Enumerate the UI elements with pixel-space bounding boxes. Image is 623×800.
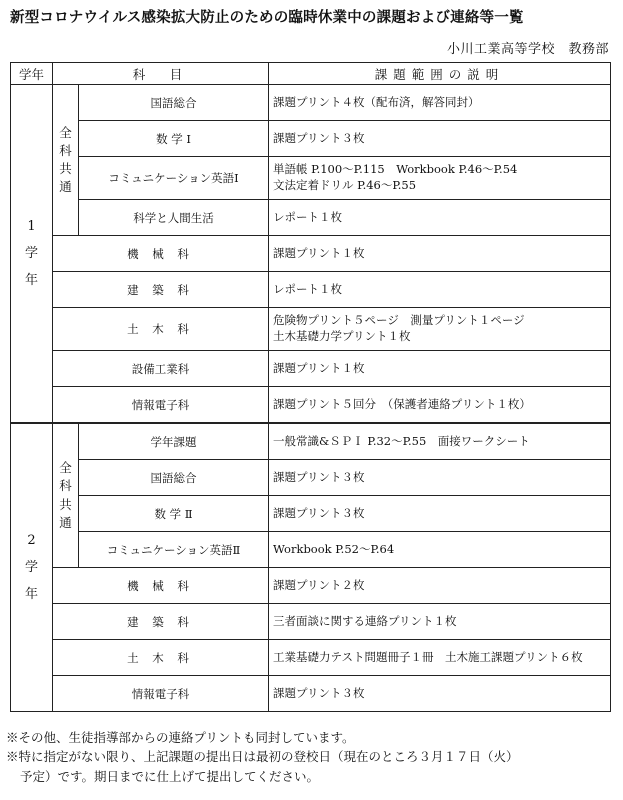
department-name: 機 械 科 <box>53 236 269 272</box>
department-name: 機 械 科 <box>53 568 269 604</box>
table-row <box>11 308 611 351</box>
assignment-table <box>10 62 611 712</box>
department-description: 課題プリント３枚 <box>269 676 611 712</box>
note-1: ※その他、生徒指導部からの連絡プリントも同封しています。 <box>6 730 355 745</box>
subject-name: コミュニケーション英語Ⅱ <box>79 532 269 568</box>
subject-description: 課題プリント３枚 <box>269 496 611 532</box>
table-row <box>11 351 611 387</box>
department-name: 情報電子科 <box>53 387 269 424</box>
page-title: 新型コロナウイルス感染拡大防止のための臨時休業中の課題および連絡等一覧 <box>10 10 524 26</box>
table-row <box>11 676 611 712</box>
grade-2-label: 2 学 年 <box>11 423 53 712</box>
subject-name: コミュニケーション英語Ⅰ <box>79 157 269 200</box>
subject-description: レポート１枚 <box>269 200 611 236</box>
subject-description: 課題プリント３枚 <box>269 121 611 157</box>
note-2-continued: 予定）です。期日までに仕上げて提出してください。 <box>20 768 320 784</box>
table-row <box>11 121 611 157</box>
subject-description: 単語帳 P.100～P.115 Workbook P.46～P.54 文法定着ドリル P.46～P.55 <box>269 157 611 200</box>
note-2: ※特に指定がない限り、上記課題の提出日は最初の登校日（現在のところ３月１７日（火） <box>6 749 519 765</box>
department-description: 三者面談に関する連絡プリント１枚 <box>269 604 611 640</box>
subject-name: 国語総合 <box>79 460 269 496</box>
table-row <box>11 157 611 200</box>
header-description: 課題範囲の説明 <box>269 63 611 85</box>
department-name: 情報電子科 <box>53 676 269 712</box>
subject-name: 国語総合 <box>79 85 269 121</box>
department-name: 土 木 科 <box>53 308 269 351</box>
grade-1-label: 1 学 年 <box>11 85 53 424</box>
department-description: 課題プリント１枚 <box>269 351 611 387</box>
header-subject: 科 目 <box>53 63 269 85</box>
table-row <box>11 460 611 496</box>
department-description: 課題プリント１枚 <box>269 236 611 272</box>
subject-name: 科学と人間生活 <box>79 200 269 236</box>
common-label-2: 全 科 共 通 <box>53 423 79 568</box>
department-name: 建 築 科 <box>53 272 269 308</box>
footnotes <box>6 728 616 786</box>
department-name: 建 築 科 <box>53 604 269 640</box>
table-row <box>11 604 611 640</box>
table-row <box>11 236 611 272</box>
department-name: 土 木 科 <box>53 640 269 676</box>
table-row <box>11 640 611 676</box>
table-row <box>11 423 611 460</box>
header-grade: 学年 <box>11 63 53 85</box>
table-row <box>11 85 611 121</box>
common-label-1: 全 科 共 通 <box>53 85 79 236</box>
subject-name: 数 学 Ⅱ <box>79 496 269 532</box>
issuer: 小川工業高等学校 教務部 <box>446 42 609 57</box>
table-header <box>11 63 611 85</box>
subject-description: 課題プリント３枚 <box>269 460 611 496</box>
subject-name: 数 学 Ⅰ <box>79 121 269 157</box>
table-row <box>11 532 611 568</box>
department-description: 課題プリント２枚 <box>269 568 611 604</box>
department-description: レポート１枚 <box>269 272 611 308</box>
subject-description: 課題プリント４枚（配布済，解答同封） <box>269 85 611 121</box>
table-row <box>11 496 611 532</box>
subject-description: 一般常識&ＳＰＩ P.32～P.55 面接ワークシート <box>269 423 611 460</box>
department-name: 設備工業科 <box>53 351 269 387</box>
department-description: 危険物プリント５ページ 測量プリント１ページ 土木基礎力学プリント１枚 <box>269 308 611 351</box>
department-description: 課題プリント５回分 （保護者連絡プリント１枚） <box>269 387 611 424</box>
subject-description: Workbook P.52～P.64 <box>269 532 611 568</box>
subject-name: 学年課題 <box>79 423 269 460</box>
table-row <box>11 568 611 604</box>
table-row <box>11 272 611 308</box>
department-description: 工業基礎力テスト問題冊子１冊 土木施工課題プリント６枚 <box>269 640 611 676</box>
table-row <box>11 200 611 236</box>
table-row <box>11 387 611 424</box>
